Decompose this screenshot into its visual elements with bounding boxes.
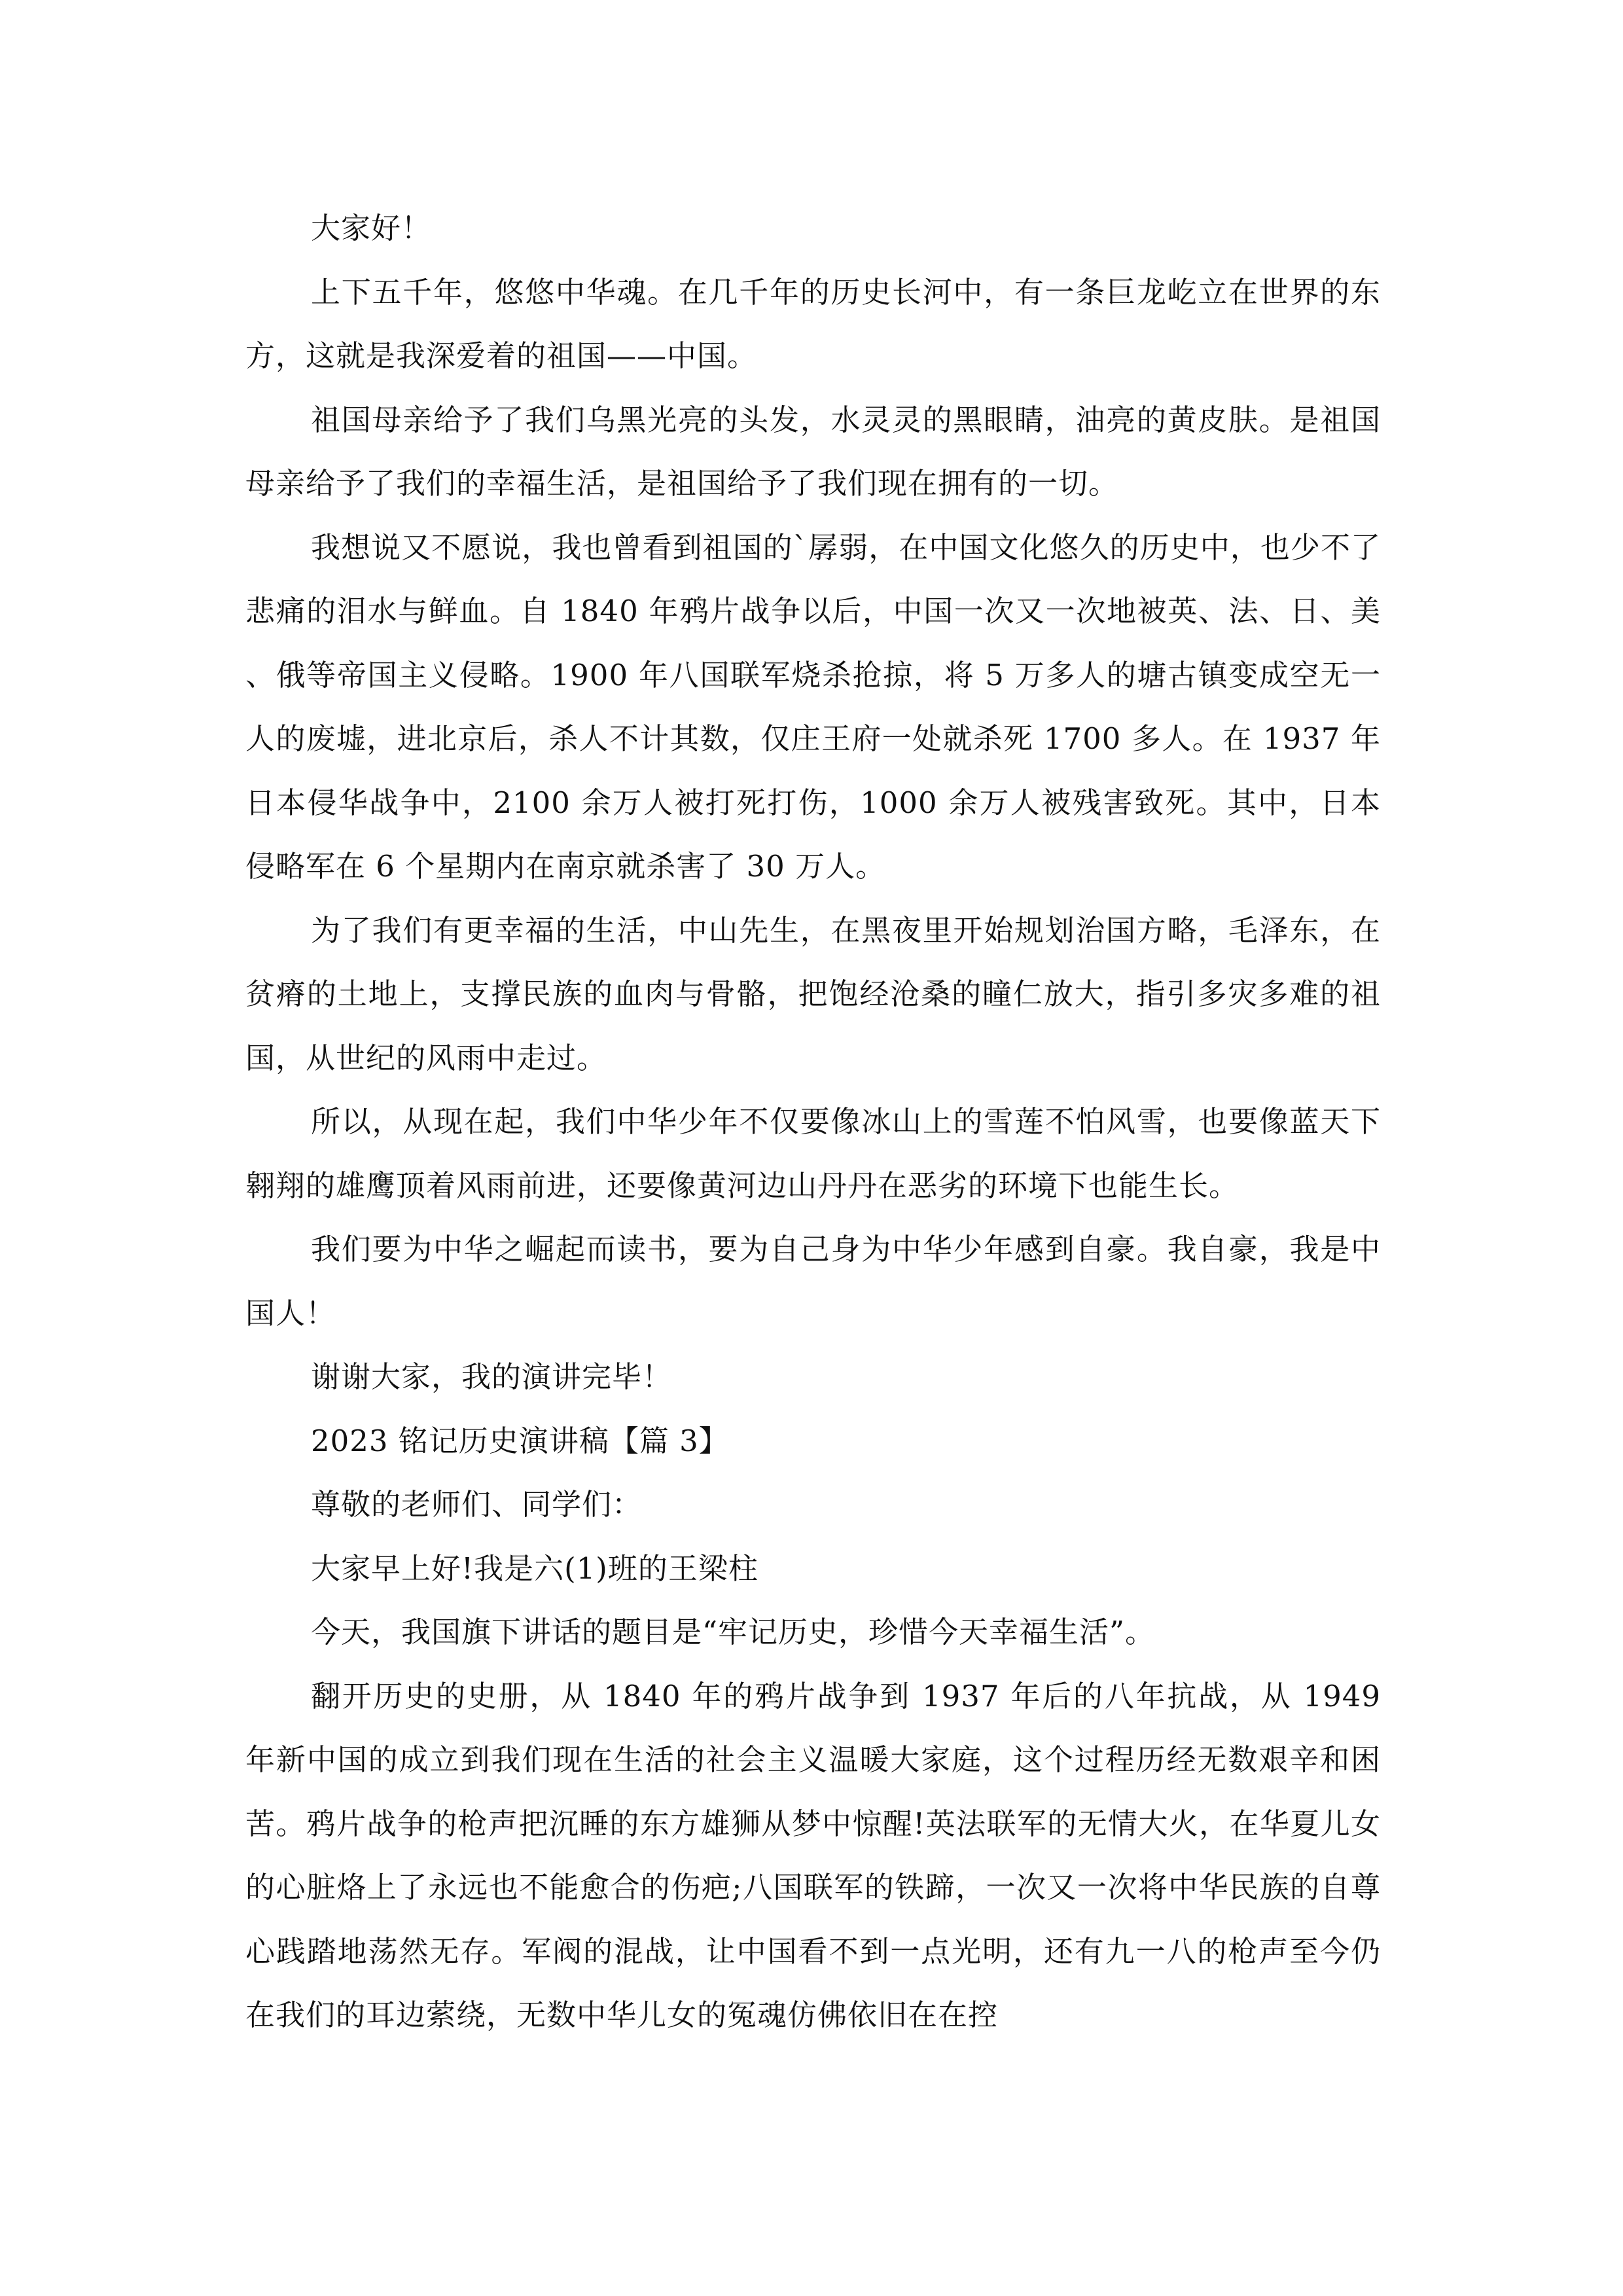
section-heading: 2023 铭记历史演讲稿【篇 3】 xyxy=(311,1423,729,1458)
paragraph-youth: 所以，从现在起，我们中华少年不仅要像冰山上的雪莲不怕风雪，也要像蓝天下翱翔的雄鹰顶着风雨前进，还要像黄河边山丹丹在恶劣的环境下也能生长。 xyxy=(245,1104,1381,1203)
paragraph-pride: 我们要为中华之崛起而读书，要为自己身为中华少年感到自豪。我自豪，我是中国人！ xyxy=(245,1232,1381,1331)
paragraph-history-review: 翻开历史的史册，从 1840 年的鸦片战争到 1937 年后的八年抗战，从 1949 年新中国的成立到我们现在生活的社会主义温暖大家庭，这个过程历经无数艰辛和困苦。鸦片战争的枪声把沉睡的东方雄狮从梦中惊醒!英法联军的无情大火，在华夏儿女的心脏烙上了永远也不能愈合的伤疤;八国联军的铁蹄，一次又一次将中华民族的自尊心践踏地荡然无存。军阀的混战，让中国看不到一点光明，还有九一八的枪声至今仍在我们的耳边萦绕，无数中华儿女的冤魂仿佛依旧在在控 xyxy=(245,1678,1381,2032)
paragraph-greeting: 大家好！ xyxy=(311,211,432,245)
paragraph-leaders: 为了我们有更幸福的生活，中山先生，在黑夜里开始规划治国方略，毛泽东，在贫瘠的土地上，支撑民族的血肉与骨骼，把饱经沧桑的瞳仁放大，指引多灾多难的祖国，从世纪的风雨中走过。 xyxy=(245,912,1381,1075)
paragraph-thanks: 谢谢大家，我的演讲完毕！ xyxy=(311,1359,673,1394)
paragraph-topic: 今天，我国旗下讲话的题目是“牢记历史，珍惜今天幸福生活”。 xyxy=(311,1615,1156,1649)
paragraph-intro: 上下五千年，悠悠中华魂。在几千年的历史长河中，有一条巨龙屹立在世界的东方，这就是我深爱着的祖国——中国。 xyxy=(245,274,1381,373)
document-body xyxy=(245,196,1381,2047)
paragraph-history: 我想说又不愿说，我也曾看到祖国的`孱弱，在中国文化悠久的历史中，也少不了悲痛的泪水与鲜血。自 1840 年鸦片战争以后，中国一次又一次地被英、法、日、美、俄等帝国主义侵略。1900 年八国联军烧杀抢掠，将 5 万多人的塘古镇变成空无一人的废墟，进北京后，杀人不计其数，仅庄王府一处就杀死 1700 多人。在 1937 年日本侵华战争中，2100 余万人被打死打伤，1000 余万人被残害致死。其中，日本侵略军在 6 个星期内在南京就杀害了 30 万人。 xyxy=(245,529,1381,884)
paragraph-motherland: 祖国母亲给予了我们乌黑光亮的头发，水灵灵的黑眼睛，油亮的黄皮肤。是祖国母亲给予了我们的幸福生活，是祖国给予了我们现在拥有的一切。 xyxy=(245,402,1381,501)
paragraph-self-intro: 大家早上好!我是六(1)班的王梁柱 xyxy=(311,1551,758,1586)
paragraph-salutation: 尊敬的老师们、同学们： xyxy=(311,1487,643,1522)
